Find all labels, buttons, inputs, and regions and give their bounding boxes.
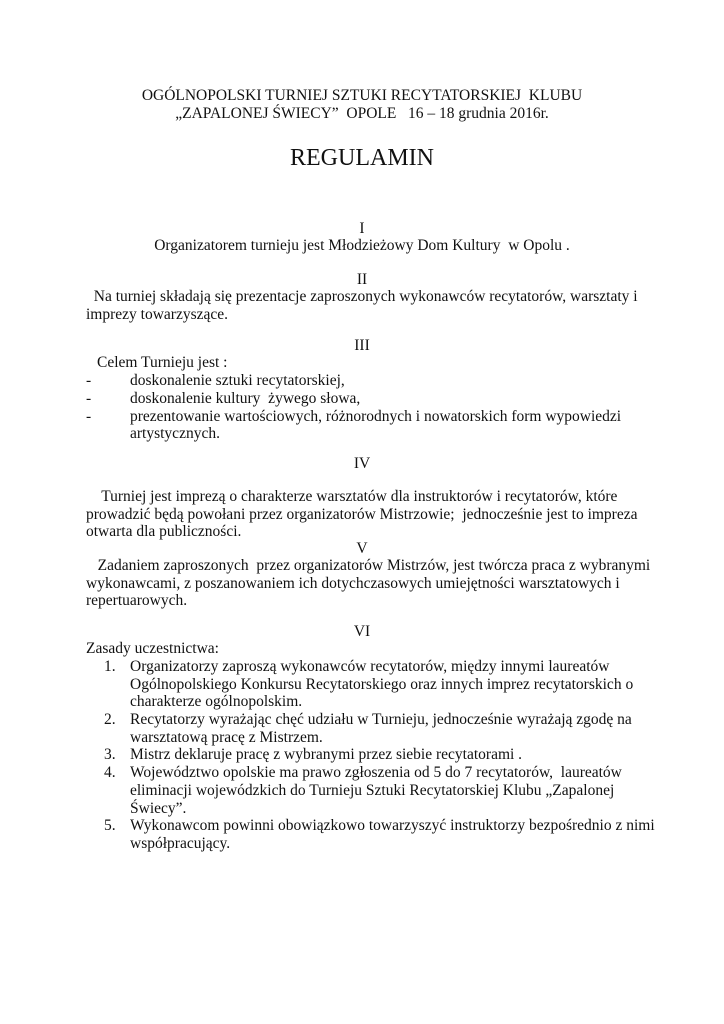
section-line: Zadaniem zaproszonych przez organizatorów Mistrzów, jest twórcza praca z wybranymi [86,557,651,574]
bullet-text: doskonalenie sztuki recytatorskiej, [130,372,345,389]
list-item-line: współpracujący. [130,835,231,852]
list-number: 4. [104,764,116,781]
list-item-line: Recytatorzy wyrażając chęć udziału w Turnieju, jednocześnie wyrażają zgodę na [130,711,632,728]
section-numeral: IV [353,455,371,472]
section-line: repertuarowych. [86,592,188,609]
bullet-dash: - [86,408,92,425]
list-number: 1. [104,658,116,675]
list-item-line: eliminacji wojewódzkich do Turnieju Sztuki Recytatorskiej Klubu „Zapalonej [130,782,615,799]
bullet-text: artystycznych. [130,425,220,442]
list-number: 5. [104,817,116,834]
section-line: wykonawcami, z poszanowaniem ich dotychczasowych umiejętności warsztatowych i [86,575,620,592]
list-item-line: Ogólnopolskiego Konkursu Recytatorskiego oraz innych imprez recytatorskich o [130,676,634,693]
section-intro: Zasady uczestnictwa: [86,640,219,657]
section-text: Organizatorem turnieju jest Młodzieżowy Dom Kultury w Opolu . [154,237,570,254]
section-numeral: I [359,220,365,237]
section-line: otwarta dla publiczności. [86,523,242,540]
list-item-line: charakterze ogólnopolskim. [130,693,303,710]
section-numeral: III [354,337,370,354]
list-number: 2. [104,711,116,728]
list-item-line: Mistrz deklaruje pracę z wybranymi przez siebie recytatorami . [130,746,523,763]
bullet-text: prezentowanie wartościowych, różnorodnych i nowatorskich form wypowiedzi [130,408,622,425]
list-item-line: warsztatową pracę z Mistrzem. [130,729,323,746]
section-line: prowadzić będą powołani przez organizatorów Mistrzowie; jednocześnie jest to impreza [86,506,638,523]
section-numeral: VI [353,623,371,640]
bullet-dash: - [86,390,92,407]
bullet-text: doskonalenie kultury żywego słowa, [130,390,361,407]
section-intro: Celem Turnieju jest : [97,354,228,371]
header-line-1: OGÓLNOPOLSKI TURNIEJ SZTUKI RECYTATORSKIEJ KLUBU [141,87,583,104]
section-numeral: V [356,540,368,557]
section-line: imprezy towarzyszące. [86,306,229,323]
section-line: Turniej jest imprezą o charakterze warsztatów dla instruktorów i recytatorów, które [86,488,618,505]
list-item-line: Województwo opolskie ma prawo zgłoszenia od 5 do 7 recytatorów, laureatów [130,764,622,781]
header-line-2: „ZAPALONEJ ŚWIECY” OPOLE 16 – 18 grudnia 2016r. [175,105,549,122]
list-item-line: Wykonawcom powinni obowiązkowo towarzyszyć instruktorzy bezpośrednio z nimi [130,817,655,834]
section-numeral: II [356,271,368,288]
document-title: REGULAMIN [290,145,434,171]
list-item-line: Świecy”. [130,800,187,817]
section-line: Na turniej składają się prezentacje zaproszonych wykonawców recytatorów, warsztaty i [86,288,638,305]
bullet-dash: - [86,372,92,389]
list-item-line: Organizatorzy zaproszą wykonawców recytatorów, między innymi laureatów [130,658,610,675]
list-number: 3. [104,746,116,763]
